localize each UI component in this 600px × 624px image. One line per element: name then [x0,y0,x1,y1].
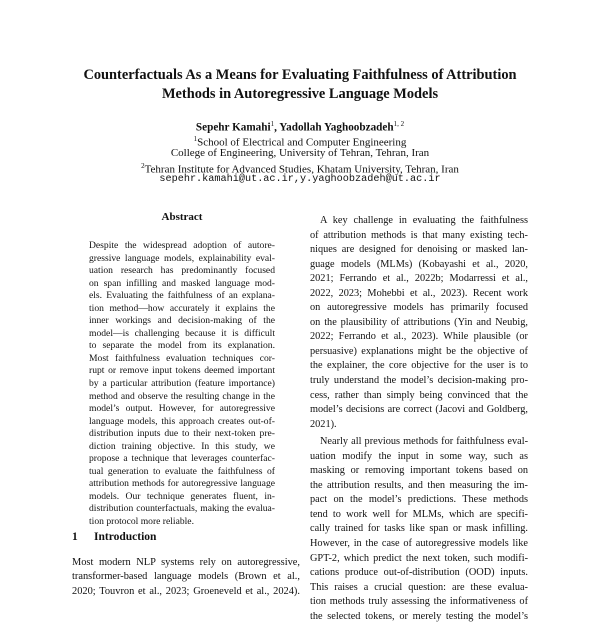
abstract-body [89,240,275,529]
paragraph-line: Nearly all previous methods for faithfulness eval- [320,436,528,448]
abstract-line: uation research has predominantly focused [89,265,275,277]
abstract-line: tion protocol more reliable. [89,516,194,528]
paragraph-line: cess, rather than simply being convinced that the [310,389,528,401]
abstract-line: by a particular attribution (feature importance) [89,378,275,390]
paragraph-line: niques are designed for denoising or masked lan- [310,244,528,256]
abstract-line: distribution counterfactuals, making the evalua- [89,503,275,515]
right-column-paragraph-1 [310,214,528,432]
paragraph-line: truly understand the model’s decision-making pro- [310,375,528,387]
paragraph-line: uation modify the input in some way, such as [310,450,528,462]
paragraph-line: of attribution methods is that many existing tech- [310,229,528,241]
abstract-line: tion method—how accurately it explains the [89,302,275,314]
abstract-line: to separate the model from its explanation. [89,340,275,352]
paragraph-line: 2022; Ferrando et al., 2023). While plausible (or [310,331,528,343]
paragraph-line: GPT-2, which predict the next token, such modifi- [310,552,528,564]
introduction-body [72,556,300,599]
abstract-line: attribution methods for autoregressive language [89,478,275,490]
abstract-line: rupt or remove input tokens deemed important [89,365,275,377]
affiliation-2-mark: 2 [141,162,145,170]
abstract-line: diction training objective. In this study, we [89,440,275,452]
paragraph-line: This raises a crucial question: are these evalua- [310,581,528,593]
abstract-heading: Abstract [161,211,203,223]
paragraph-line: on autoregressive models has primarily focused [310,302,528,314]
author-1: Sepehr Kamahi [195,121,271,134]
paragraph-line: the selected tokens, or merely testing the model’s [310,610,528,622]
paragraph-line: guage models (MLMs) (Kobayashi et al., 2020, [310,258,528,270]
abstract-line: inner workings and decision-making of the [89,315,275,327]
intro-line: transformer-based language models (Brown et al., [72,571,300,583]
abstract-line: model’s output. However, for autoregressive [89,403,275,415]
affiliation-1-mark: 1 [193,135,198,143]
paragraph-line: pact on the model’s predictions. These methods [310,494,528,506]
section-number: 1 [72,531,78,543]
affiliation-1-line-2: College of Engineering, University of Tehran, Tehran, Iran [170,146,430,159]
abstract-line: Most faithfulness evaluation techniques cor- [89,352,275,364]
title-line-2: Methods in Autoregressive Language Models [161,86,439,102]
affiliation-2-text: Tehran Institute for Advanced Studies, Khatam University, Tehran, Iran [144,163,459,176]
abstract-line: models. Our technique generates fluent, in- [89,490,275,502]
abstract-line: on span infilling and masked language mod- [89,277,275,289]
paragraph-line: 2021). [310,418,337,430]
paragraph-line: the explainer, the core objective for the user is to [310,360,528,372]
paragraph-line: the attribution results, and then measuring the im- [310,479,528,491]
author-1-affiliation-mark: 1 [270,120,275,128]
affiliation-1-text: School of Electrical and Computer Engineering [197,136,407,149]
author-separator: , [274,121,280,134]
paragraph-line: A key challenge in evaluating the faithfulness [320,215,528,226]
right-column-paragraph-2 [310,435,528,624]
paragraph-line: 2021; Ferrando et al., 2022b; Modarressi et al., [310,273,528,285]
abstract-line: model—is challenging because it is difficult [89,327,275,339]
section-title: Introduction [94,531,157,543]
paragraph-line: model’s decisions are correct (Jacovi and Goldberg, [310,404,528,416]
section-heading [72,530,292,544]
paragraph-line: persuasive) explanations might be the objective of [310,345,528,357]
paragraph-line: on the plausibility of attributions (Yin and Neubig, [310,316,528,328]
abstract-line: method and observe the resulting change in the [89,390,275,402]
author-2-affiliation-mark: 1, 2 [393,120,405,128]
paper-title [40,66,560,104]
author-emails: sepehr.kamahi@ut.ac.ir,y.yaghoobzadeh@ut.ac.ir [159,174,441,185]
author-2: Yadollah Yaghoobzadeh [279,121,394,134]
abstract-line: els. Evaluating the faithfulness of an explana- [89,290,275,302]
paragraph-line: tend to work well for MLMs, which are specifi- [310,508,528,520]
abstract-line: gressive language models, explainability eval- [89,252,275,264]
abstract-line: propose a technique that leverages counterfac- [89,453,275,465]
abstract-line: distribution inputs due to their next-token pre- [89,428,275,440]
intro-line: 2020; Touvron et al., 2023; Groeneveld et al., 2024). [72,585,300,597]
paragraph-line: However, in the case of autoregressive models like [310,538,528,550]
abstract-line: language models, this approach creates out-of- [89,415,275,427]
title-line-1: Counterfactuals As a Means for Evaluating Faithfulness of Attribution [83,67,517,83]
intro-line: Most modern NLP systems rely on autoregressive, [72,557,300,568]
right-column [310,214,528,624]
paragraph-line: cations produce out-of-distribution (OOD) inputs. [310,567,528,579]
paragraph-line: tion methods truly assessing the informativeness of [310,596,528,608]
abstract-line: Despite the widespread adoption of autore- [89,240,275,251]
paragraph-line: masking or removing important tokens based on [310,465,528,477]
paragraph-line: cally trained for tasks like span or mask infilling. [310,523,528,535]
paragraph-line: 2022, 2023; Mohebbi et al., 2023). Recent work [310,287,528,299]
abstract-line: tual generation to evaluate the faithfulness of [89,465,275,477]
